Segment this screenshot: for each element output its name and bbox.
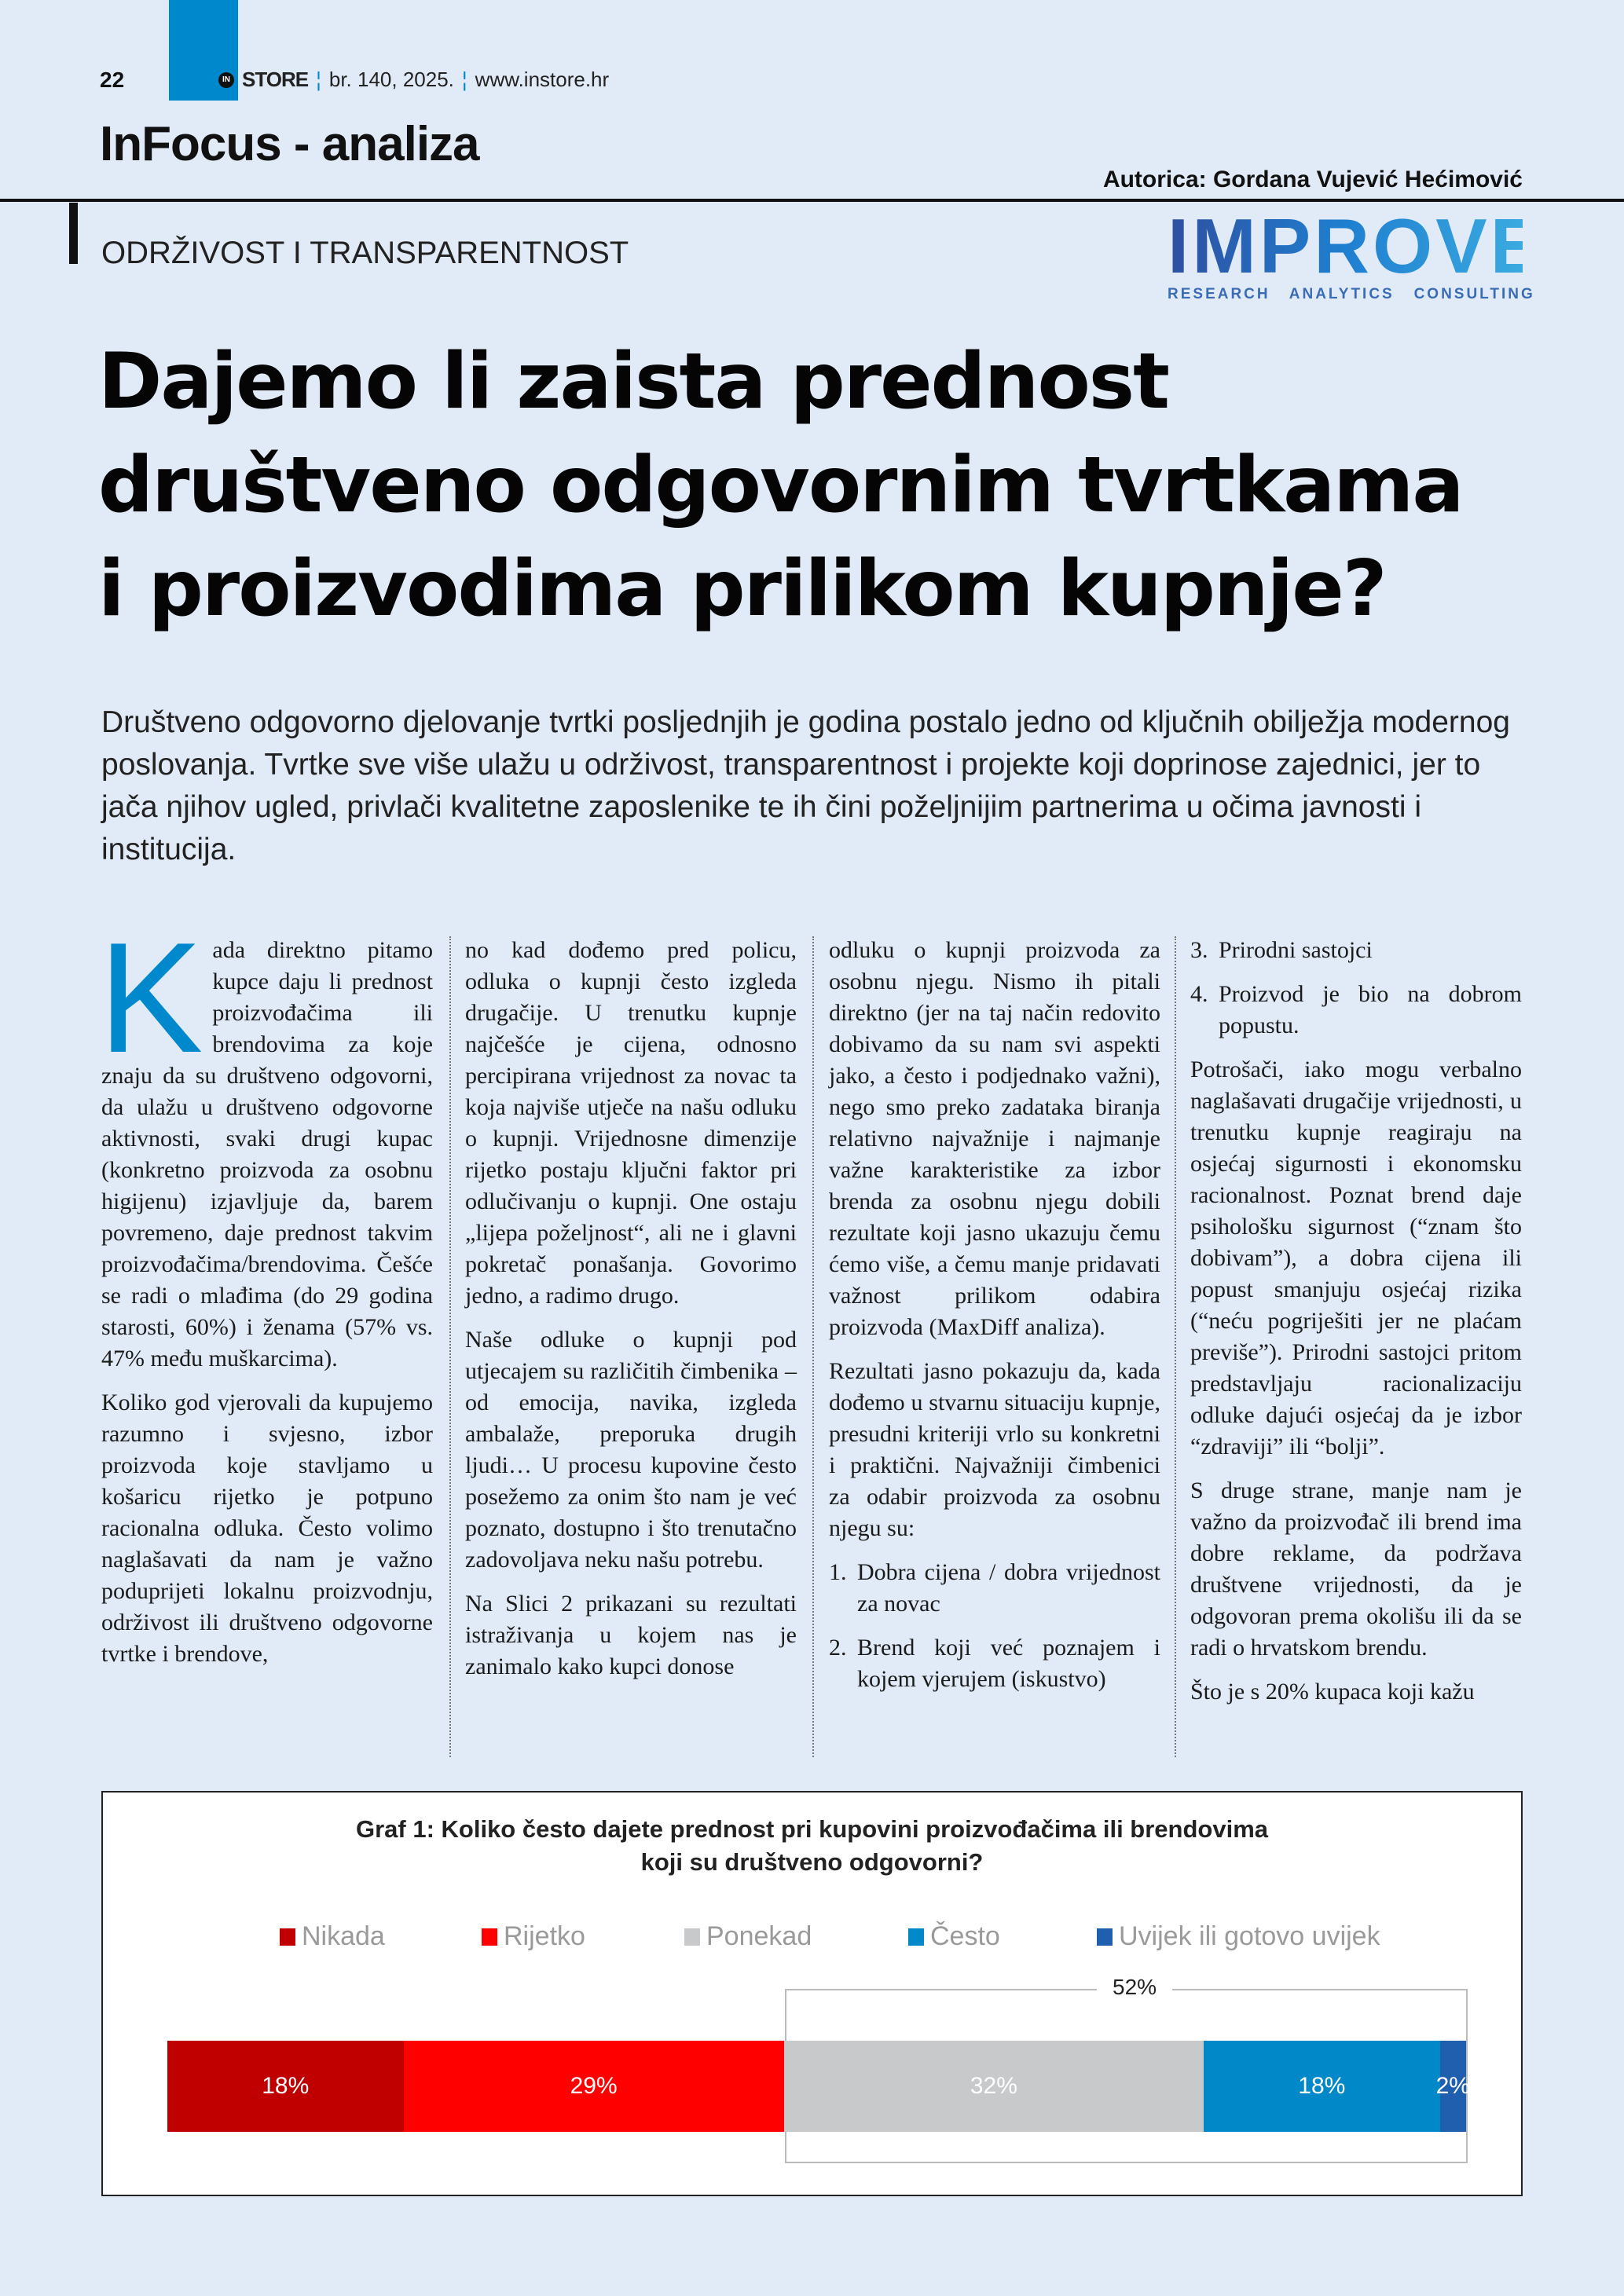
legend-item [908, 1921, 1000, 1952]
bar-segment [1435, 2041, 1470, 2132]
list-item [829, 1557, 1160, 1620]
article-column-2 [465, 935, 797, 1760]
list-number: 1. [829, 1559, 847, 1585]
drop-cap: K [98, 910, 203, 1086]
column-divider [812, 936, 814, 1757]
kicker-bar [69, 203, 78, 264]
separator: ¦ [461, 68, 467, 91]
legend-swatch [908, 1928, 924, 1946]
separator: ¦ [316, 68, 321, 91]
column-divider [1175, 936, 1176, 1757]
article-column-3 [829, 935, 1160, 1760]
paragraph: Koliko god vjerovali da kupujemo razumno i svjesno, izbor proizvoda koje stavljamo u košaricu rijetko je potpuno racionalna odluka. Često volimo naglašavati da nam je važno poduprijeti lokalnu proizvodnju, održivost ili društveno odgovorne tvrtke i brendove, [101, 1390, 433, 1667]
list-text: Brend koji već poznajem i kojem vjerujem (iskustvo) [857, 1635, 1160, 1692]
headline-line: Dajemo li zaista prednost [98, 337, 1168, 427]
data-label: 32% [970, 2073, 1017, 2099]
list-number: 2. [829, 1635, 847, 1661]
legend-label: Ponekad [706, 1921, 812, 1951]
list-number: 4. [1190, 981, 1208, 1007]
bar-segment [167, 2041, 404, 2132]
legend-label: Uvijek ili gotovo uvijek [1119, 1921, 1380, 1951]
bar-segment [784, 2041, 1204, 2132]
legend-label: Rijetko [504, 1921, 585, 1951]
article-column-1 [98, 910, 433, 1760]
instore-logo-icon: IN [218, 72, 234, 88]
data-label: 29% [570, 2073, 618, 2099]
chart-graf-1 [101, 1791, 1523, 2196]
website-link[interactable]: www.instore.hr [475, 68, 610, 91]
chart-title-line: koji su društveno odgovorni? [640, 1848, 984, 1876]
legend-item [684, 1921, 812, 1952]
logo-tagline: RESEARCH ANALYTICS CONSULTING [1168, 286, 1535, 302]
lede-paragraph: Društveno odgovorno djelovanje tvrtki posljednjih je godina postalo jedno od ključnih obilježja modernog poslovanja. Tvrtke sve više ulažu u održivost, transparentnost i projekte koji doprinose zajednici, jer to jača njihov ugled, privlači kvalitetne zaposlenike te ih čini poželjnijim partnerima u očima javnosti i institucija. [101, 705, 1510, 866]
issue-number: br. 140, 2025. [328, 68, 454, 91]
column-divider [449, 936, 451, 1757]
paragraph: Potrošači, iako mogu verbalno naglašavati drugačije vrijednosti, u trenutku kupnje reagiraju na osjećaj sigurnosti i ekonomsku racionalnost. Poznat brend daje psihološku sigurnost (“znam što dobivam”), a dobra cijena ili popust smanjuju osjećaj rizika (“neću pogriješiti jer ne plaćam previše”). Prirodni sastojci pritom predstavljaju racionalizaciju odluke dajući osjećaj da je izbor “zdraviji” ili “bolji”. [1190, 1056, 1522, 1459]
paragraph: ada direktno pitamo kupce daju li prednost proizvođačima ili brendovima za koje znaju da su društveno odgovorni, da ulažu u društveno odgovorne aktivnosti, svaki drugi kupac (konkretno proizvoda za osobnu higijenu) izjavljuje da, barem povremeno, daje prednost takvim proizvođačima/brendovima. Češće se radi o mlađima (do 29 godina starosti, 60%) i ženama (57% vs. 47% među muškarcima). [101, 937, 433, 1371]
paragraph: odluku o kupnji proizvoda za osobnu njegu. Nismo ih pitali direktno (jer na taj način redovito dobivamo da su nam svi aspekti jako, a često i podjednako važni), nego smo preko zadataka biranja relativno najvažnije i najmanje važne karakteristike za izbor brenda za osobnu njegu dobili rezultate koji jasno ukazuju čemu ćemo više, a čemu manje pridavati važnost prilikom odabira proizvoda (MaxDiff analiza). [829, 937, 1160, 1340]
list-item [1190, 979, 1522, 1042]
chart-title [103, 1813, 1521, 1879]
improve-logo [1168, 203, 1545, 303]
paragraph: Što je s 20% kupaca koji kažu [1190, 1679, 1475, 1705]
data-label: 2% [1435, 2073, 1470, 2099]
masthead [218, 68, 609, 92]
kicker: ODRŽIVOST I TRANSPARENTNOST [101, 236, 629, 270]
paragraph: S druge strane, manje nam je važno da proizvođač ili brend ima dobre reklame, da podržava društvene vrijednosti, da je odgovoran prema okolišu ili da se radi o hrvatskom brendu. [1190, 1478, 1522, 1661]
page-number: 22 [100, 68, 125, 92]
header-rule [0, 199, 1624, 202]
bar-segment [404, 2041, 784, 2132]
chart-title-line: Graf 1: Koliko često dajete prednost pri kupovini proizvođačima ili brendovima [355, 1815, 1269, 1843]
legend-item [280, 1921, 385, 1952]
article-column-4 [1190, 935, 1522, 1760]
legend-swatch [280, 1928, 295, 1946]
section-title: InFocus - analiza [100, 117, 479, 171]
logo-wordmark: IMPROVE [1168, 203, 1545, 289]
paragraph: Na Slici 2 prikazani su rezultati istraživanja u kojem nas je zanimalo kako kupci donose [465, 1591, 797, 1679]
list-item [1190, 935, 1522, 966]
list-number: 3. [1190, 937, 1208, 963]
list-text: Dobra cijena / dobra vrijednost za novac [857, 1559, 1160, 1617]
paragraph: no kad dođemo pred policu, odluka o kupnji često izgleda drugačije. U trenutku kupnje najčešće je cijena, odnosno percipirana vrijednost za novac ta koja najviše utječe na našu odluku o kupnji. Vrijednosne dimenzije rijetko postaju ključni faktor pri odlučivanju o kupnji. One ostaju „lijepa poželjnost“, ali ne i glavni pokretač ponašanja. Govorimo jedno, a radimo drugo. [465, 937, 797, 1309]
author-byline: Autorica: Gordana Vujević Hećimović [1102, 167, 1523, 192]
legend-item [1097, 1921, 1380, 1952]
legend-label: Često [930, 1921, 1000, 1951]
legend-swatch [482, 1928, 497, 1946]
legend-swatch [1097, 1928, 1113, 1946]
data-label: 18% [262, 2073, 310, 2099]
bracket-label: 52% [1097, 1975, 1172, 2000]
data-label: 18% [1298, 2073, 1346, 2099]
legend-swatch [684, 1928, 700, 1946]
headline [98, 330, 1560, 641]
legend-label: Nikada [302, 1921, 385, 1951]
bar-segment [1204, 2041, 1440, 2132]
legend-item [482, 1921, 585, 1952]
brand-name: STORE [242, 68, 309, 91]
list-item [829, 1632, 1160, 1695]
list-text: Proizvod je bio na dobrom popustu. [1219, 981, 1522, 1038]
paragraph: Naše odluke o kupnji pod utjecajem su različitih čimbenika – od emocija, navika, izgleda ambalaže, preporuka drugih ljudi… U procesu kupovine često posežemo za onim što nam je već poznato, dostupno i što trenutačno zadovoljava neku našu potrebu. [465, 1327, 797, 1573]
headline-line: i proizvodima prilikom kupnje? [98, 544, 1386, 634]
paragraph: Rezultati jasno pokazuju da, kada dođemo u stvarnu situaciju kupnje, presudni kriteriji vrlo su konkretni i praktični. Najvažniji čimbenici za odabir proizvoda za osobnu njegu su: [829, 1358, 1160, 1541]
headline-line: društveno odgovornim tvrtkama [98, 441, 1463, 530]
list-text: Prirodni sastojci [1219, 937, 1373, 963]
